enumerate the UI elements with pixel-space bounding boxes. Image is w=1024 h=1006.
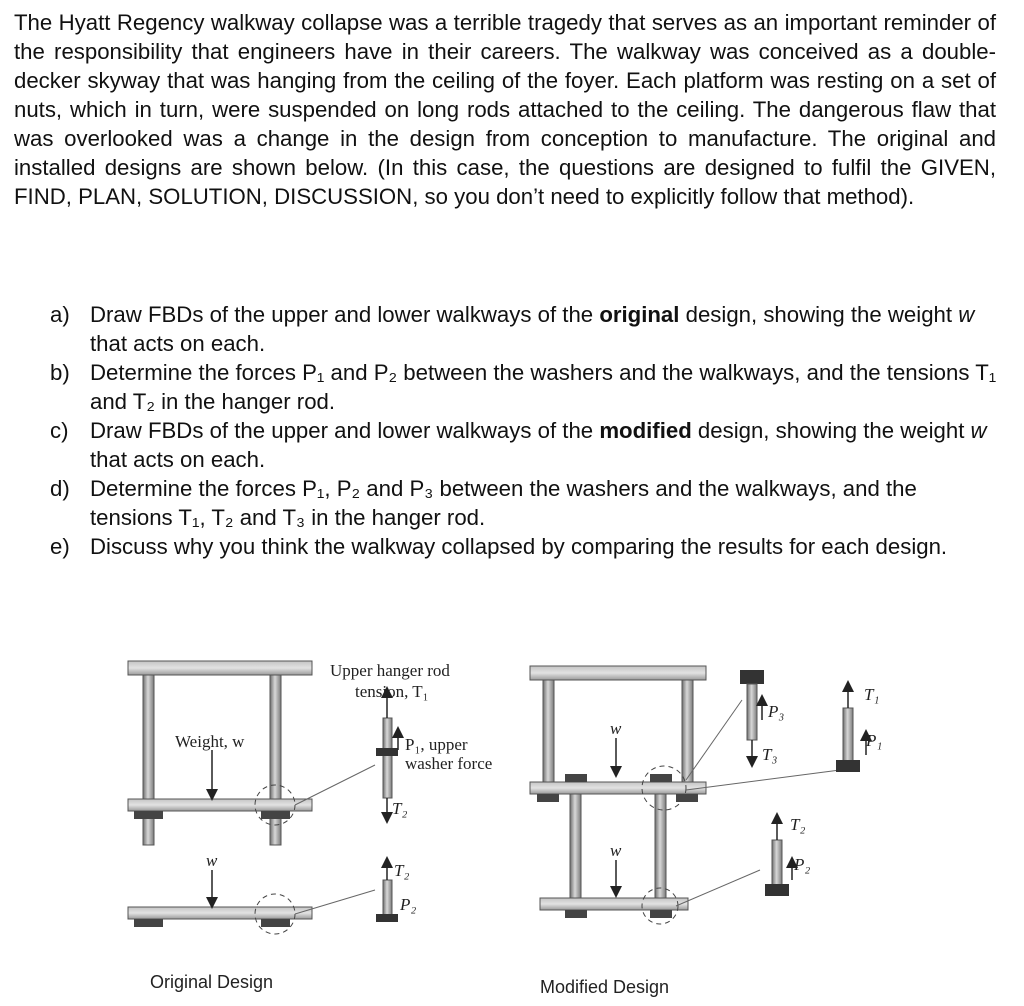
hanger-rod <box>270 675 281 845</box>
question-letter: b) <box>50 360 70 385</box>
hanger-rod <box>570 794 581 906</box>
washer-nut <box>261 811 290 819</box>
intro-paragraph: The Hyatt Regency walkway collapse was a terrible tragedy that serves as an important reminder of the responsibility that engineers have in their careers. The walkway was conceived as a double-decker skyway that was hanging from the ceiling of the foyer. Each platform was resting on a set of nuts, which in turn, were suspended on long rods attached to the ceiling. The dangerous flaw that was overlooked was a change in the design from conception to manufacture. The original and installed designs are shown below. (In this case, the questions are designed to fulfil the GIVEN, FIND, PLAN, SOLUTION, DISCUSSION, so you don’t need to explicitly follow that method). <box>14 10 996 209</box>
washer-nut <box>134 811 163 819</box>
upper-walkway <box>530 782 706 794</box>
lower-walkway <box>128 907 312 919</box>
upper-walkway <box>128 799 312 811</box>
p3-label: P₃ <box>768 702 785 721</box>
washer-nut <box>261 919 290 927</box>
leader-line <box>295 890 375 914</box>
hanger-rod <box>143 675 154 845</box>
p2-label: P₂ <box>794 855 811 874</box>
t2-label: T₂ <box>394 861 410 880</box>
modified-design <box>530 666 840 924</box>
p1-label: P₁ <box>866 731 883 750</box>
question-e: e) Discuss why you think the walkway collapsed by comparing the results for each design. <box>50 534 948 559</box>
leader-line <box>676 870 760 906</box>
question-letter: c) <box>50 418 69 443</box>
rod-segment <box>383 880 392 918</box>
leader-line <box>686 700 742 780</box>
walkway-diagram <box>0 600 1024 1006</box>
lower-walkway <box>540 898 688 910</box>
hanger-rod <box>655 794 666 906</box>
hanger-rod <box>543 680 554 790</box>
nut-top <box>740 670 764 684</box>
upper-rod-label-2: tension, T₁ <box>355 682 429 701</box>
question-letter: d) <box>50 476 70 501</box>
washer-nut <box>650 910 672 918</box>
washer-nut <box>650 774 672 782</box>
p1-label: P₁, upper <box>405 735 468 754</box>
washer-nut <box>376 748 398 756</box>
t1-label: T₁ <box>864 685 880 704</box>
original-design-caption: Original Design <box>150 972 274 992</box>
weight-label: Weight, w <box>175 732 245 751</box>
washer-nut <box>836 760 860 772</box>
t2-label: T₂ <box>790 815 806 834</box>
washer-nut <box>765 884 789 896</box>
question-b: b) Determine the forces P₁ and P₂ between the washers and the walkways, and the tensions T₁ and T₂ in the hanger rod. <box>50 360 997 414</box>
washer-nut <box>565 910 587 918</box>
t2-label: T₂ <box>392 799 408 818</box>
washer-nut <box>376 914 398 922</box>
leader-line <box>295 765 375 805</box>
w-label: w <box>610 841 622 860</box>
walkway-figure <box>0 600 1024 1006</box>
original-design <box>128 661 375 934</box>
leader-line <box>686 770 840 790</box>
modified-design-caption: Modified Design <box>540 977 670 997</box>
question-d: d) Determine the forces P₁, P₂ and P₃ between the washers and the walkways, and the tensions T₁, T₂ and T₃ in the hanger rod. <box>50 476 917 530</box>
washer-nut <box>676 794 698 802</box>
emphasis-original: original <box>599 302 680 327</box>
w-label: w <box>610 719 622 738</box>
hanger-rod <box>682 680 693 790</box>
washer-nut <box>134 919 163 927</box>
question-list <box>50 300 1000 561</box>
p1-label-2: washer force <box>405 754 493 773</box>
ceiling-beam <box>128 661 312 675</box>
ceiling-beam <box>530 666 706 680</box>
upper-rod-label: Upper hanger rod <box>330 661 450 680</box>
question-letter: e) <box>50 534 70 559</box>
washer-nut <box>565 774 587 782</box>
rod-segment <box>772 840 782 888</box>
p2-label: P₂ <box>400 895 417 914</box>
w-label: w <box>206 851 218 870</box>
rod-segment <box>843 708 853 764</box>
question-letter: a) <box>50 302 70 327</box>
t3-label: T₃ <box>762 745 778 764</box>
washer-nut <box>537 794 559 802</box>
rod-segment <box>383 718 392 798</box>
emphasis-modified: modified <box>599 418 692 443</box>
rod-segment <box>747 684 757 740</box>
question-c: c) Draw FBDs of the upper and lower walkways of the modified design, showing the weight w that acts on each. <box>50 418 987 472</box>
question-a: a) Draw FBDs of the upper and lower walkways of the original design, showing the weight w that acts on each. <box>50 302 975 356</box>
